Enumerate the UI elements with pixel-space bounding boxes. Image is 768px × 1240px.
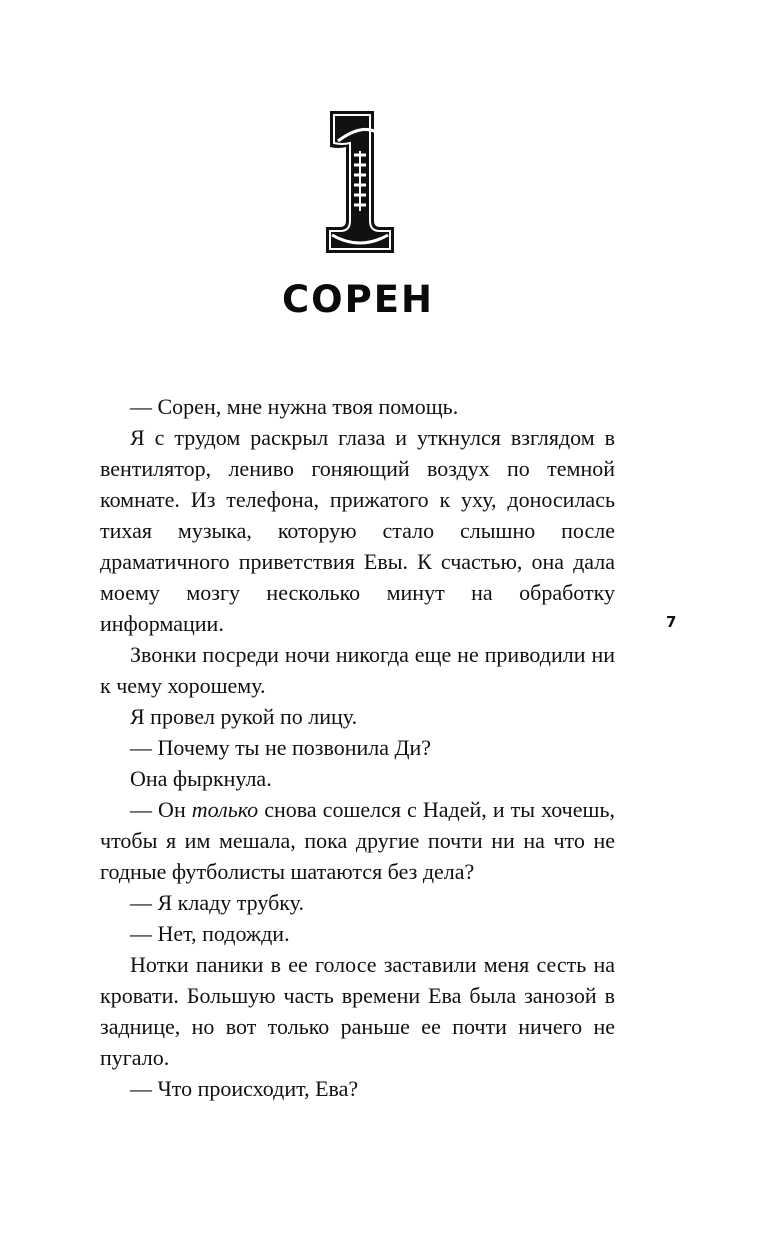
paragraph (100, 794, 615, 887)
paragraph: Нотки паники в ее голосе заставили меня сесть на кровати. Большую часть времени Ева была занозой в заднице, но вот только раньше ее почти ничего не пугало. (100, 952, 615, 1070)
paragraph: — Нет, подожди. (130, 921, 290, 946)
paragraph: Я с трудом раскрыл глаза и уткнулся взглядом в вентилятор, лениво гоняющий воздух по темной комнате. Из телефона, прижатого к уху, доносилась тихая музыка, которую стало слышно после драматичного приветствия Евы. К счастью, она дала моему мозгу несколько минут на обработку информации. (100, 425, 615, 636)
chapter-number-one-icon (322, 103, 402, 255)
paragraph: — Сорен, мне нужна твоя помощь. (130, 394, 459, 419)
chapter-title: СОРЕН (282, 278, 434, 321)
paragraph: Она фыркнула. (130, 766, 272, 791)
chapter-body-text (100, 391, 615, 1104)
football-numeral-one-icon (322, 103, 402, 255)
paragraph: Я провел рукой по лицу. (130, 704, 358, 729)
paragraph: — Я кладу трубку. (130, 890, 304, 915)
emphasized-word: только (191, 797, 259, 822)
page-number: 7 (666, 613, 677, 631)
paragraph: — Почему ты не позвонила Ди? (130, 735, 432, 760)
paragraph-text: — Он (130, 797, 192, 822)
paragraph: — Что происходит, Ева? (130, 1076, 359, 1101)
paragraph-text: снова сошелся с Надей, и ты хочешь, чтобы я им мешала, пока другие почти ни на что не годные футболисты шатаются без дела? (100, 797, 615, 884)
paragraph: Звонки посреди ночи никогда еще не приводили ни к чему хорошему. (100, 642, 615, 698)
